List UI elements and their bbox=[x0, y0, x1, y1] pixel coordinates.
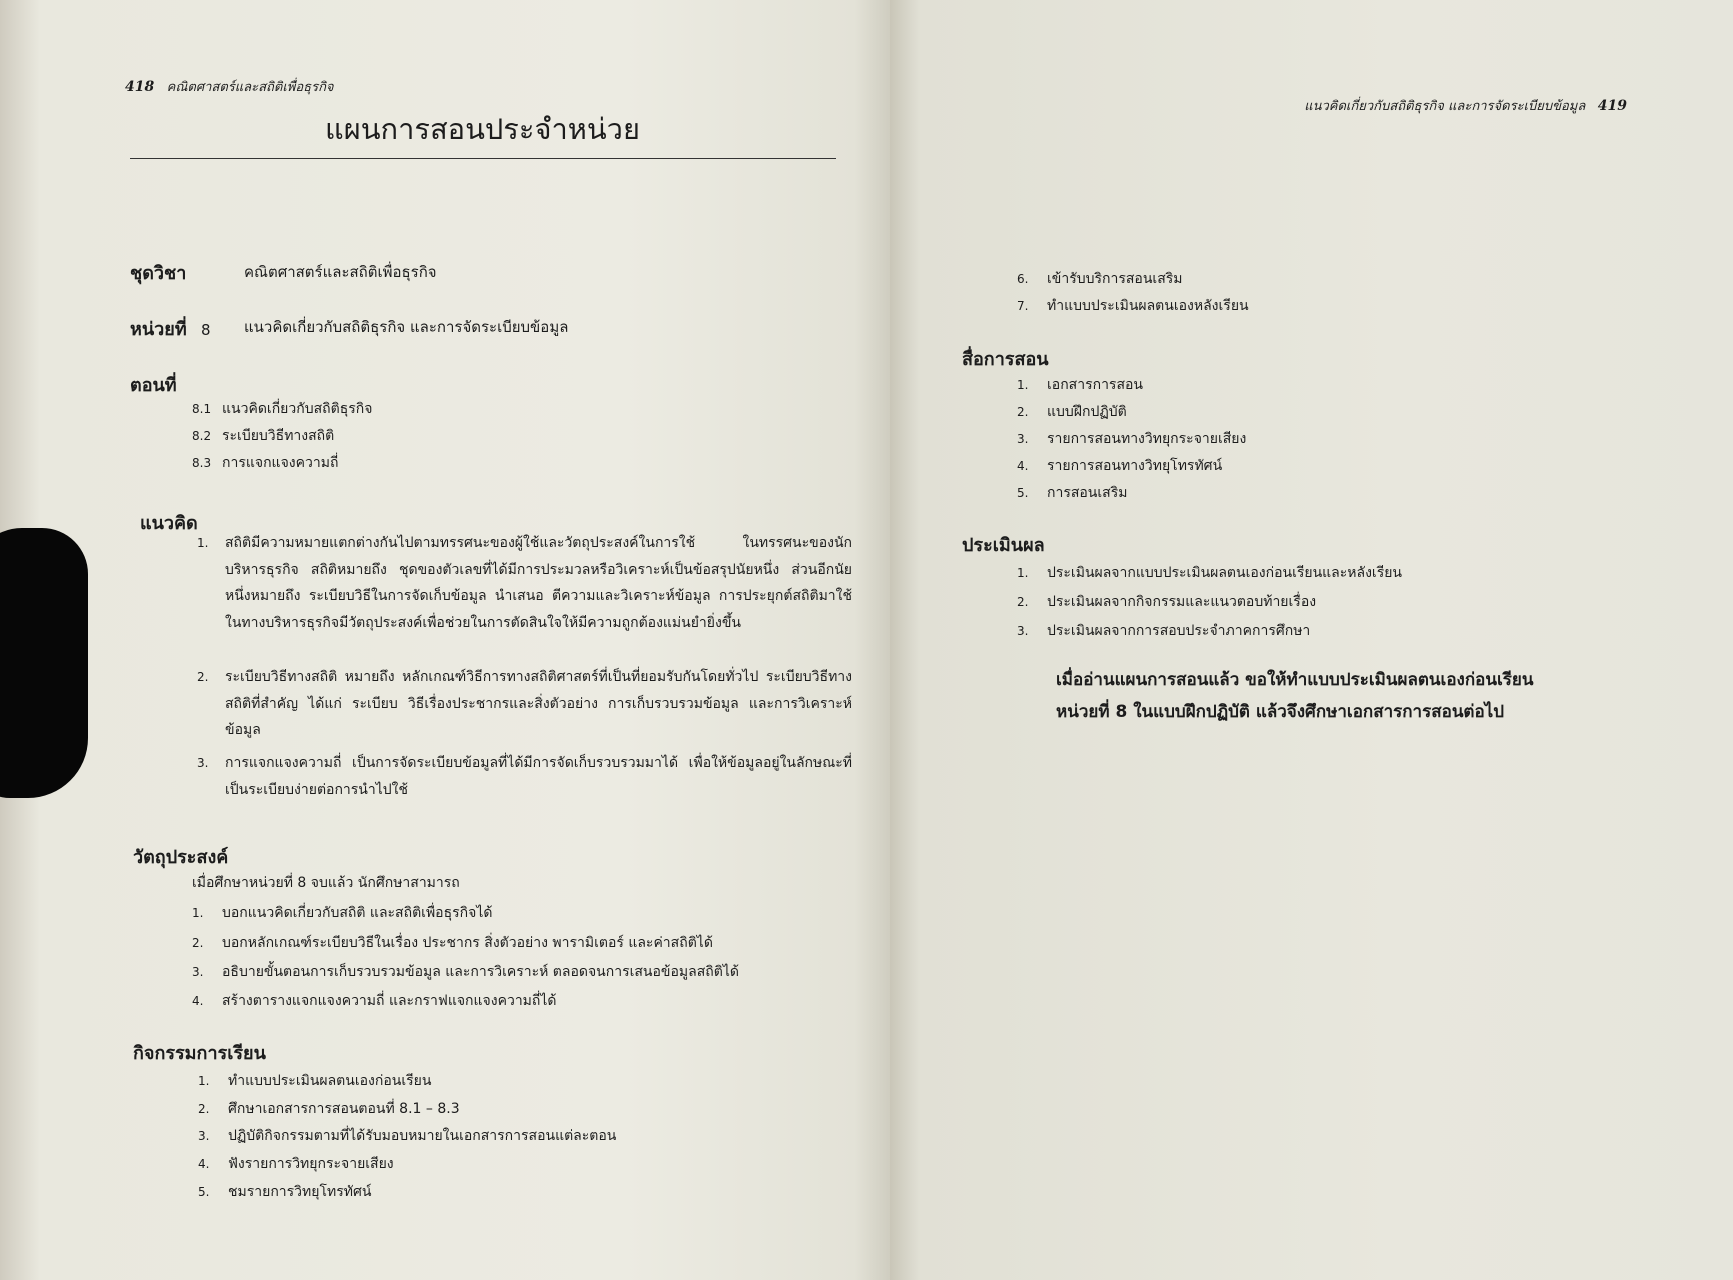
objective-text: สร้างตารางแจกแจงความถี่ และกราฟแจกแจงความถี่ได้ bbox=[222, 993, 557, 1009]
evaluation-num: 1. bbox=[1017, 566, 1029, 580]
section-item bbox=[192, 425, 334, 447]
section-num: 8.1 bbox=[192, 402, 212, 416]
unit-value: แนวคิดเกี่ยวกับสถิติธุรกิจ และการจัดระเบียบข้อมูล bbox=[244, 318, 569, 336]
media-text: รายการสอนทางวิทยุกระจายเสียง bbox=[1047, 431, 1247, 447]
objectives-intro: เมื่อศึกษาหน่วยที่ 8 จบแล้ว นักศึกษาสามารถ bbox=[192, 875, 460, 891]
evaluation-text: ประเมินผลจากการสอบประจำภาคการศึกษา bbox=[1047, 623, 1311, 639]
section-text: ระเบียบวิธีทางสถิติ bbox=[222, 428, 335, 444]
section-text: การแจกแจงความถี่ bbox=[222, 455, 339, 471]
activity-item bbox=[198, 1153, 394, 1175]
media-item bbox=[1017, 455, 1222, 477]
media-text: การสอนเสริม bbox=[1047, 485, 1128, 501]
concept-text: การแจกแจงความถี่ เป็นการจัดระเบียบข้อมูลที่ได้มีการจัดเก็บรวบรวมมาได้ เพื่อให้ข้อมูลอยู่ในลักษณะที่เป็นระเบียบง่ายต่อการนำไปใช้ bbox=[225, 755, 852, 798]
left-header-title: คณิตศาสตร์และสถิติเพื่อธุรกิจ bbox=[166, 80, 334, 95]
thumb-shadow bbox=[0, 528, 88, 798]
unit-label bbox=[130, 314, 211, 343]
activity-text: เข้ารับบริการสอนเสริม bbox=[1047, 271, 1183, 287]
objective-num: 2. bbox=[192, 936, 204, 950]
concept-item bbox=[197, 750, 852, 803]
media-item bbox=[1017, 374, 1143, 396]
section-item bbox=[192, 452, 338, 474]
evaluation-text: ประเมินผลจากกิจกรรมและแนวตอบท้ายเรื่อง bbox=[1047, 594, 1317, 610]
media-heading: สื่อการสอน bbox=[962, 349, 1049, 370]
objective-item bbox=[192, 961, 739, 983]
right-page-header bbox=[1304, 95, 1627, 116]
activity-text: ทำแบบประเมินผลตนเองหลังเรียน bbox=[1047, 298, 1249, 314]
right-page bbox=[890, 0, 1733, 1280]
concept-num: 3. bbox=[197, 756, 209, 770]
activity-cont-item bbox=[1017, 295, 1249, 317]
media-num: 5. bbox=[1017, 486, 1029, 500]
concept-num: 2. bbox=[197, 670, 209, 684]
activity-text: ชมรายการวิทยุโทรทัศน์ bbox=[228, 1184, 372, 1200]
media-item bbox=[1017, 482, 1127, 504]
activity-num: 5. bbox=[198, 1185, 210, 1199]
section-item bbox=[192, 398, 372, 420]
section-num: 8.2 bbox=[192, 429, 212, 443]
media-num: 2. bbox=[1017, 405, 1029, 419]
media-num: 4. bbox=[1017, 459, 1029, 473]
objective-text: บอกหลักเกณฑ์ระเบียบวิธีในเรื่อง ประชากร สิ่งตัวอย่าง พารามิเตอร์ และค่าสถิติได้ bbox=[222, 935, 713, 951]
objective-num: 1. bbox=[192, 906, 204, 920]
media-num: 3. bbox=[1017, 432, 1029, 446]
activity-num: 3. bbox=[198, 1129, 210, 1143]
activity-text: ปฏิบัติกิจกรรมตามที่ได้รับมอบหมายในเอกสารการสอนแต่ละตอน bbox=[228, 1128, 617, 1144]
activities-heading: กิจกรรมการเรียน bbox=[133, 1043, 266, 1064]
left-page-number: 418 bbox=[125, 79, 155, 95]
unit-title: แผนการสอนประจำหน่วย bbox=[325, 112, 640, 146]
activity-text: ศึกษาเอกสารการสอนตอนที่ 8.1 – 8.3 bbox=[228, 1101, 460, 1117]
activity-num: 2. bbox=[198, 1102, 210, 1116]
media-item bbox=[1017, 401, 1127, 423]
concepts-heading: แนวคิด bbox=[140, 513, 198, 534]
right-header-title: แนวคิดเกี่ยวกับสถิติธุรกิจ และการจัดระเบียบข้อมูล bbox=[1304, 99, 1586, 114]
closing-line-2: หน่วยที่ 8 ในแบบฝึกปฏิบัติ แล้วจึงศึกษาเอกสารการสอนต่อไป bbox=[1056, 702, 1505, 722]
evaluation-item bbox=[1017, 620, 1310, 642]
activity-item bbox=[198, 1125, 616, 1147]
section-num: 8.3 bbox=[192, 456, 212, 470]
right-page-number: 419 bbox=[1597, 98, 1627, 114]
activity-text: ฟังรายการวิทยุกระจายเสียง bbox=[228, 1156, 394, 1172]
title-rule bbox=[130, 158, 836, 159]
media-item bbox=[1017, 428, 1246, 450]
objective-num: 4. bbox=[192, 994, 204, 1008]
objective-item bbox=[192, 902, 492, 924]
evaluation-text: ประเมินผลจากแบบประเมินผลตนเองก่อนเรียนและหลังเรียน bbox=[1047, 565, 1402, 581]
left-page-header bbox=[125, 76, 334, 97]
unit-number: 8 bbox=[200, 321, 211, 339]
activity-cont-item bbox=[1017, 268, 1183, 290]
sections-heading: ตอนที่ bbox=[130, 375, 177, 396]
evaluation-heading: ประเมินผล bbox=[962, 535, 1045, 556]
evaluation-item bbox=[1017, 591, 1316, 613]
concept-num: 1. bbox=[197, 536, 209, 550]
concept-text: สถิติมีความหมายแตกต่างกันไปตามทรรศนะของผู้ใช้และวัตถุประสงค์ในการใช้ ในทรรศนะของนักบริหารธุรกิจ สถิติหมายถึง ชุดของตัวเลขที่ได้มีการประมวลหรือวิเคราะห์เป็นข้อสรุปนัยหนึ่ง ส่วนอีกนัยหนึ่งหมายถึง ระเบียบวิธีในการจัดเก็บข้อมูล นำเสนอ ตีความและวิเคราะห์ข้อมูล การประยุกต์สถิติมาใช้ในทางบริหารธุรกิจมีวัตถุประสงค์เพื่อช่วยในการตัดสินใจให้มีความถูกต้องแม่นยำยิ่งขึ้น bbox=[225, 535, 852, 631]
concept-item bbox=[197, 664, 852, 744]
activity-item bbox=[198, 1098, 460, 1120]
concept-text: ระเบียบวิธีทางสถิติ หมายถึง หลักเกณฑ์วิธีการทางสถิติศาสตร์ที่เป็นที่ยอมรับกันโดยทั่วไป ระเบียบวิธีทางสถิติที่สำคัญ ได้แก่ ระเบียบ วิธีเรื่องประชากรและสิ่งตัวอย่าง การเก็บรวบรวมข้อมูล และการวิเคราะห์ข้อมูล bbox=[225, 669, 852, 738]
objective-text: บอกแนวคิดเกี่ยวกับสถิติ และสถิติเพื่อธุรกิจได้ bbox=[222, 905, 493, 921]
activity-item bbox=[198, 1181, 371, 1203]
activity-text: ทำแบบประเมินผลตนเองก่อนเรียน bbox=[228, 1073, 432, 1089]
unit-label-text: หน่วยที่ bbox=[130, 319, 187, 340]
objectives-heading: วัตถุประสงค์ bbox=[133, 847, 229, 868]
closing-instruction bbox=[1056, 664, 1566, 728]
course-value: คณิตศาสตร์และสถิติเพื่อธุรกิจ bbox=[244, 263, 437, 281]
media-text: รายการสอนทางวิทยุโทรทัศน์ bbox=[1047, 458, 1223, 474]
media-text: เอกสารการสอน bbox=[1047, 377, 1143, 393]
media-num: 1. bbox=[1017, 378, 1029, 392]
objective-item bbox=[192, 932, 713, 954]
activity-num: 4. bbox=[198, 1157, 210, 1171]
objective-text: อธิบายขั้นตอนการเก็บรวบรวมข้อมูล และการวิเคราะห์ ตลอดจนการเสนอข้อมูลสถิติได้ bbox=[222, 964, 739, 980]
concept-item bbox=[197, 530, 852, 636]
activity-num: 1. bbox=[198, 1074, 210, 1088]
activity-num: 6. bbox=[1017, 272, 1029, 286]
section-text: แนวคิดเกี่ยวกับสถิติธุรกิจ bbox=[222, 401, 373, 417]
media-text: แบบฝึกปฏิบัติ bbox=[1047, 404, 1127, 420]
course-label: ชุดวิชา bbox=[130, 263, 187, 284]
activity-num: 7. bbox=[1017, 299, 1029, 313]
closing-line-1: เมื่ออ่านแผนการสอนแล้ว ขอให้ทำแบบประเมินผลตนเองก่อนเรียน bbox=[1056, 670, 1534, 690]
objective-item bbox=[192, 990, 557, 1012]
evaluation-num: 2. bbox=[1017, 595, 1029, 609]
evaluation-num: 3. bbox=[1017, 624, 1029, 638]
activity-item bbox=[198, 1070, 431, 1092]
objective-num: 3. bbox=[192, 965, 204, 979]
evaluation-item bbox=[1017, 562, 1402, 584]
